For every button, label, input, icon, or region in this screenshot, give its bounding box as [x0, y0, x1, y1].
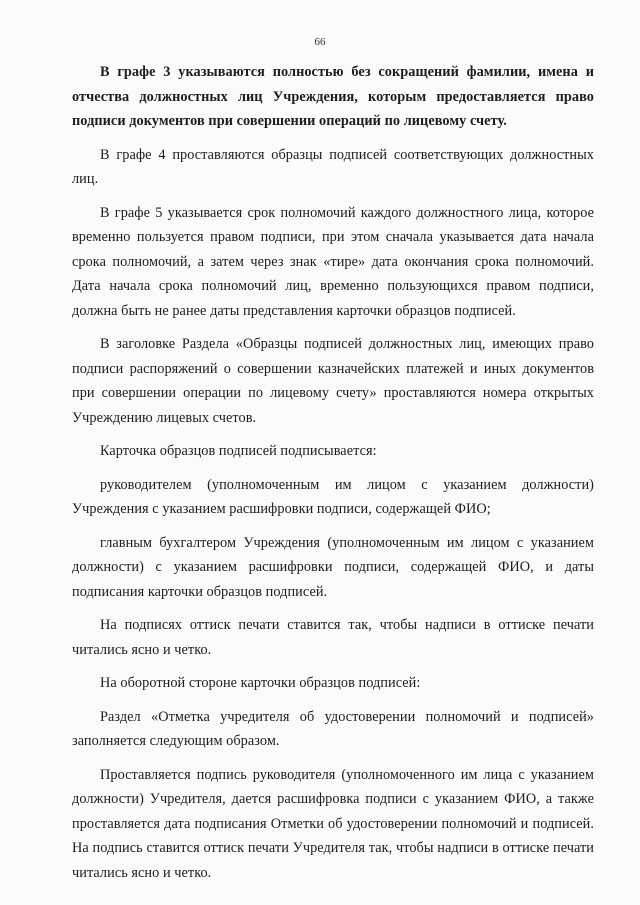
paragraph-reverse-side: На оборотной стороне карточки образцов подписей:	[100, 675, 421, 691]
paragraph-section-header: В заголовке Раздела «Образцы подписей должностных лиц, имеющих право подписи распоряжений о совершении казначейских платежей и иных документов при совершении операции по лицевому счету» проставляются номера открытых Учреждению лицевых счетов.	[72, 336, 594, 426]
page-number: 66	[314, 36, 326, 48]
paragraph-column-5: В графе 5 указывается срок полномочий каждого должностного лица, которое временно пользуется правом подписи, при этом сначала указывается дата начала срока полномочий, а затем через знак «тире» дата окончания срока полномочий. Дата начала срока полномочий лиц, временно пользующихся правом подписи, должна быть не ранее даты представления карточки образцов подписей.	[72, 204, 594, 319]
paragraph-head-signature: руководителем (уполномоченным им лицом с указанием должности) Учреждения с указанием расшифровки подписи, содержащей ФИО;	[72, 476, 594, 517]
paragraph-founder-signature: Проставляется подпись руководителя (уполномоченного им лица с указанием должности) Учредителя, дается расшифровка подписи с указанием ФИО, а также проставляется дата подписания Отметки об удостоверении полномочий и подписей. На подпись ставится оттиск печати Учредителя так, чтобы надписи в оттиске печати читались ясно и четко.	[72, 766, 594, 881]
paragraph-accountant-signature: главным бухгалтером Учреждения (уполномоченным им лицом с указанием должности) с указанием расшифровки подписи, содержащей ФИО, и даты подписания карточки образцов подписей.	[72, 534, 594, 600]
document-body	[72, 60, 594, 894]
paragraph-founder-section: Раздел «Отметка учредителя об удостоверении полномочий и подписей» заполняется следующим образом.	[72, 708, 594, 749]
paragraph-column-3: В графе 3 указываются полностью без сокращений фамилии, имена и отчества должностных лиц Учреждения, которым предоставляется право подписи документов при совершении операций по лицевому счету.	[72, 64, 594, 129]
paragraph-seal-imprint: На подписях оттиск печати ставится так, чтобы надписи в оттиске печати читались ясно и четко.	[72, 617, 594, 658]
paragraph-card-signed-by: Карточка образцов подписей подписывается:	[100, 443, 377, 459]
paragraph-column-4: В графе 4 проставляются образцы подписей соответствующих должностных лиц.	[72, 146, 594, 187]
